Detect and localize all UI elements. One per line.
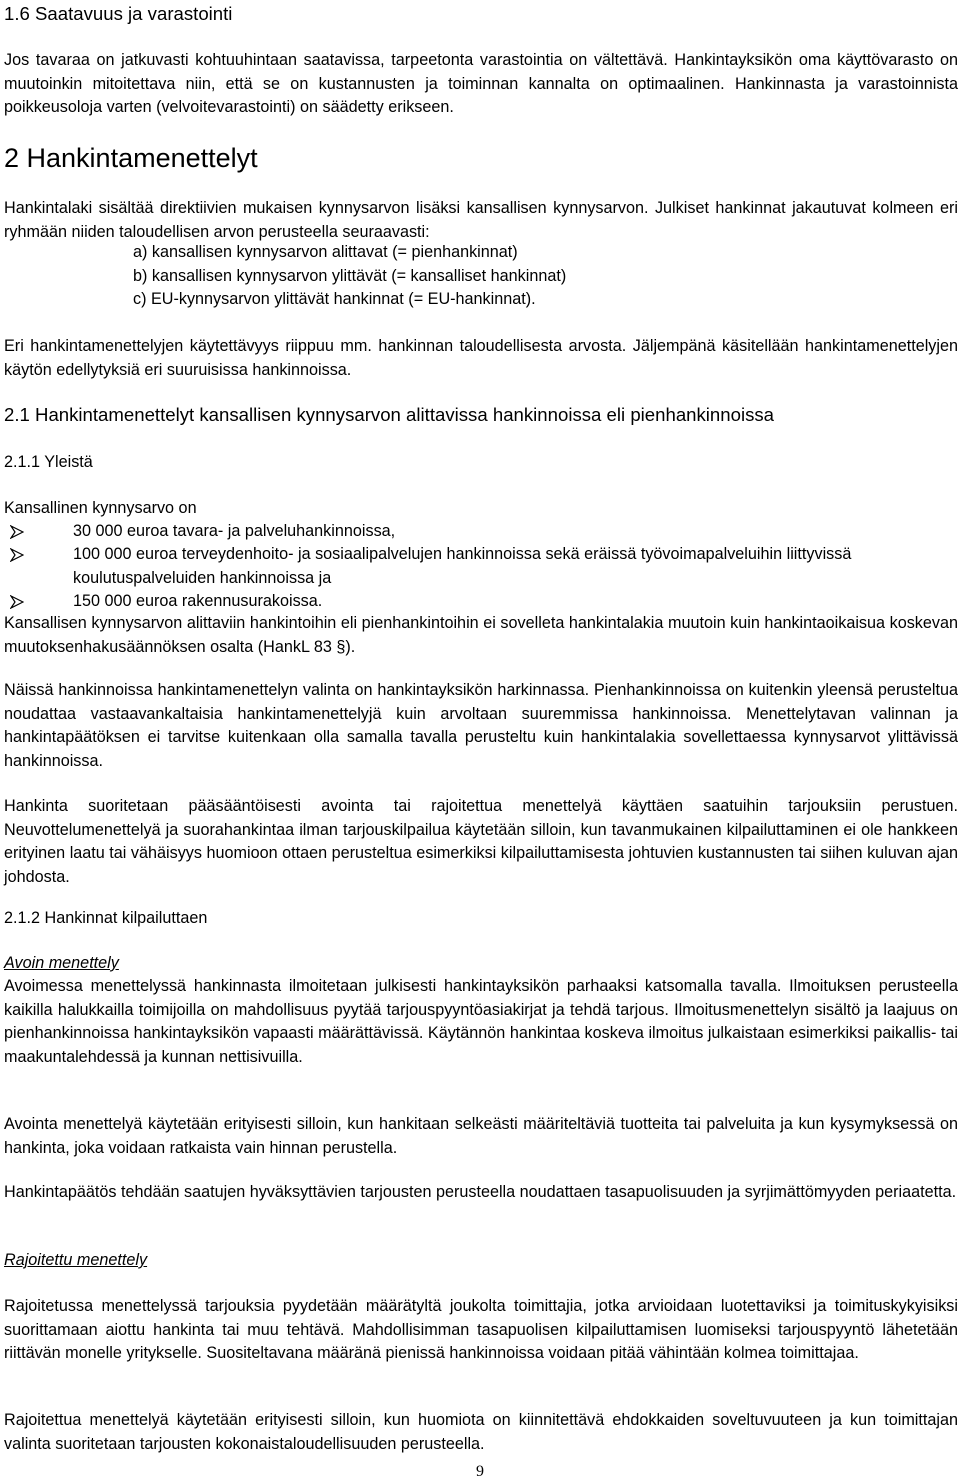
list-item	[0, 590, 960, 614]
paragraph-intro: Hankintalaki sisältää direktiivien mukaisen kynnysarvon lisäksi kansallisen kynnysarvon. Julkiset hankinnat jakautuvat kolmeen eri ryhmään niiden taloudellisen arvon perusteella seuraavasti:	[4, 199, 958, 241]
paragraph-suoritus: Hankinta suoritetaan pääsääntöisesti avointa tai rajoitettua menettelyä käyttäen saatuihin tarjouksiin perustuen. Neuvottelumenettelyä ja suorahankintaa ilman tarjouskilpailua käytetään silloin, kun tavanmukainen kilpailuttaminen ei ole hankkeen erityinen laatu tai vähäisyys huomioon ottaen perusteltua esimerkiksi kilpailuttamisesta johtuvien kustannusten tai siihen kuluvan ajan johdosta.	[4, 797, 958, 886]
subheading-rajoitettu: Rajoitettu menettely	[4, 1251, 148, 1269]
heading-2-1: 2.1 Hankintamenettelyt kansallisen kynnysarvon alittavissa hankinnoissa eli pienhankinnoissa	[4, 404, 775, 425]
bullet-text: 100 000 euroa terveydenhoito- ja sosiaalipalvelujen hankinnoissa sekä eräissä työvoimapalveluihin liittyvissä koulutuspalveluiden hankinnoissa ja	[73, 545, 852, 587]
paragraph-harkinta: Näissä hankinnoissa hankintamenettelyn valinta on hankintayksikön harkinnassa. Pienhankinnoissa on kuitenkin yleensä perusteltua noudattaa vastaavankaltaisia hankintamenettelyjä kuin arvoltaan suuremmissa hankinnoissa. Menettelytavan valinnan ja hankintapäätöksen ei tarvitse kuitenkaan olla samalla tavalla perusteltu kuin hankintalakia sovellettaessa kynnysarvot ylittävissä hankinnoissa.	[4, 681, 958, 770]
paragraph-rajoitettu-1: Rajoitetussa menettelyssä tarjouksia pyydetään määrätyltä joukolta toimittajia, jotka arvioidaan luotettaviksi ja toimituskykyisiksi suorittamaan aiottu hankinta tai muu tehtävä. Mahdollisimman tasapuolisen kilpailuttamisen luomiseksi tarjouspyyntö lähetetään riittävän monelle yritykselle. Suositeltavana määränä pienissä hankinnoissa voidaan pitää vähintään kolmea toimittajaa.	[4, 1297, 958, 1362]
list-item: c) EU-kynnysarvon ylittävät hankinnat (= EU-hankinnat).	[133, 290, 536, 308]
heading-1-6: 1.6 Saatavuus ja varastointi	[4, 3, 233, 24]
paragraph-saatavuus: Jos tavaraa on jatkuvasti kohtuuhintaan saatavissa, tarpeetonta varastointia on vältettävä. Hankintayksikön oma käyttövarasto on muutoinkin mitoitettava niin, että se on kustannusten ja toiminnan kannalta on optimaalinen. Hankinnasta ja varastoinnista poikkeusoloja varten (velvoitevarastointi) on säädetty erikseen.	[4, 51, 958, 116]
subheading-avoin: Avoin menettely	[4, 954, 119, 972]
paragraph-avoin-1: Avoimessa menettelyssä hankinnasta ilmoitetaan julkisesti hankintayksikön parhaaksi katsomalla tavalla. Ilmoituksen perusteella kaikilla halukkailla toimijoilla on mahdollisuus pyytää tarjouspyyntöasiakirjat ja tehdä tarjous. Ilmoitusmenettelyn sisältö ja laajuus on pienhankinnoissa hankintayksikön vapaasti määrättävissä. Käytännön hankintaa koskeva ilmoitus julkaistaan esimerkiksi paikallis- tai maakuntalehdessä ja kunnan nettisivuilla.	[4, 977, 958, 1066]
paragraph-hankl: Kansallisen kynnysarvon alittaviin hankintoihin eli pienhankintoihin ei sovelleta hankintalakia muutoin kuin hankintaoikaisua koskevan muutoksenhakusäännöksen osalta (HankL 83 §).	[4, 614, 958, 656]
list-item: b) kansallisen kynnysarvon ylittävät (= kansalliset hankinnat)	[133, 266, 567, 285]
list-item	[0, 520, 960, 544]
list-item: a) kansallisen kynnysarvon alittavat (= pienhankinnat)	[133, 243, 518, 261]
paragraph-avoin-2: Avointa menettelyä käytetään erityisesti silloin, kun hankitaan selkeästi määriteltäviä tuotteita tai palveluita ja kun kysymyksessä on hankinta, joka voidaan ratkaista vain hinnan perustella.	[4, 1115, 958, 1157]
arrow-bullet-icon	[10, 525, 24, 539]
paragraph-rajoitettu-2: Rajoitettua menettelyä käytetään erityisesti silloin, kun huomiota on kiinnitettävä ehdokkaiden soveltuvuuteen ja kun toimittajan valinta suoritetaan tarjousten kokonaistaloudellisuuden perusteella.	[4, 1411, 958, 1453]
arrow-bullet-icon	[10, 595, 24, 609]
paragraph-avoin-3: Hankintapäätös tehdään saatujen hyväksyttävien tarjousten perusteella noudattaen tasapuolisuuden ja syrjimättömyyden periaatetta.	[4, 1183, 957, 1201]
list-item	[0, 543, 960, 591]
paragraph-kaytettavyys: Eri hankintamenettelyjen käytettävyys riippuu mm. hankinnan taloudellisesta arvosta. Jäljempänä käsitellään hankintamenettelyjen käytön edellytyksiä eri suuruisissa hankinnoissa.	[4, 337, 958, 379]
heading-2: 2 Hankintamenettelyt	[4, 143, 258, 173]
page-number: 9	[476, 1463, 484, 1480]
bullet-text: 150 000 euroa rakennusurakoissa.	[73, 592, 323, 610]
arrow-bullet-icon	[10, 548, 24, 562]
heading-2-1-1: 2.1.1 Yleistä	[4, 453, 93, 471]
heading-2-1-2: 2.1.2 Hankinnat kilpailuttaen	[4, 909, 208, 927]
bullet-text: 30 000 euroa tavara- ja palveluhankinnoissa,	[73, 522, 396, 540]
paragraph-lead: Kansallinen kynnysarvo on	[4, 499, 197, 517]
threshold-list	[133, 241, 953, 312]
